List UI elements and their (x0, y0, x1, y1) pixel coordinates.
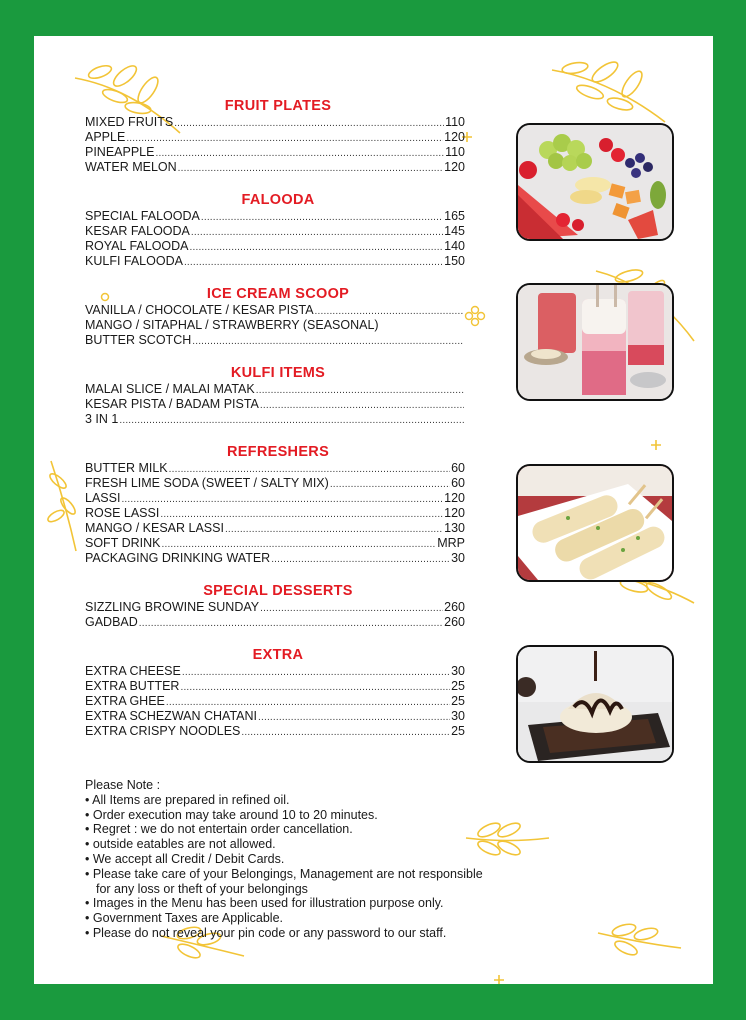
flower-icon (464, 305, 486, 327)
item-price: 120 (444, 506, 465, 520)
dot-leader (260, 601, 443, 616)
item-name: MANGO / KESAR LASSI (85, 521, 224, 535)
menu-item (85, 600, 465, 615)
item-price: 120 (444, 130, 465, 144)
dot-leader (241, 725, 450, 740)
dot-leader (178, 161, 443, 176)
menu-item (85, 664, 465, 679)
dot-leader (256, 383, 464, 398)
menu-item (85, 333, 465, 348)
dot-leader (192, 334, 464, 349)
dot-leader (155, 146, 444, 161)
item-name: ROYAL FALOODA (85, 239, 189, 253)
dot-leader (161, 537, 436, 552)
dot-leader (126, 131, 443, 146)
item-name: SOFT DRINK (85, 536, 161, 550)
dot-leader (315, 304, 464, 319)
menu-item (85, 724, 465, 739)
notes-heading: Please Note : (85, 778, 161, 792)
item-price: 60 (451, 461, 465, 475)
item-name: ROSE LASSI (85, 506, 160, 520)
dot-leader (258, 710, 450, 725)
menu-item (85, 382, 465, 397)
item-price: 30 (451, 664, 465, 678)
section-title: EXTRA (252, 647, 304, 663)
item-name: PACKAGING DRINKING WATER (85, 551, 271, 565)
note-line: • Please do not reveal your pin code or any password to our staff. (85, 925, 447, 940)
item-name: EXTRA GHEE (85, 694, 165, 708)
menu-section (85, 444, 465, 566)
item-price: 260 (444, 615, 465, 629)
item-name: APPLE (85, 130, 126, 144)
menu-item (85, 476, 465, 491)
section-title: KULFI ITEMS (230, 365, 326, 381)
item-name: WATER MELON (85, 160, 177, 174)
item-price: 260 (444, 600, 465, 614)
menu-section (85, 647, 465, 739)
item-price: 120 (444, 160, 465, 174)
section-title: ICE CREAM SCOOP (206, 286, 350, 302)
item-price: 120 (444, 491, 465, 505)
dot-leader (119, 413, 464, 428)
item-name: EXTRA SCHEZWAN CHATANI (85, 709, 258, 723)
dot-leader (139, 616, 443, 631)
menu-page (34, 36, 713, 984)
section-title: REFRESHERS (226, 444, 330, 460)
item-price: 25 (451, 679, 465, 693)
dot-leader (260, 398, 464, 413)
note-line: • Order execution may take around 10 to 20 minutes. (85, 807, 378, 822)
note-line: • All Items are prepared in refined oil. (85, 792, 290, 807)
dot-leader (166, 695, 450, 710)
section-title: FALOODA (241, 192, 315, 208)
menu-item (85, 679, 465, 694)
section-title: SPECIAL DESSERTS (203, 583, 353, 599)
sparkle-plus-icon (493, 974, 505, 984)
note-line: • Government Taxes are Applicable. (85, 911, 284, 926)
menu-item (85, 694, 465, 709)
menu-item (85, 461, 465, 476)
item-price: 30 (451, 551, 465, 565)
sizzling-brownie-photo (516, 645, 674, 763)
item-price: 60 (451, 476, 465, 490)
menu-item (85, 397, 465, 412)
item-name: MIXED FRUITS (85, 115, 174, 129)
menu-item (85, 115, 465, 130)
dot-leader (180, 680, 450, 695)
leaf-decoration-icon (46, 456, 86, 556)
fruit-plate-photo (516, 123, 674, 241)
item-name: PINEAPPLE (85, 145, 155, 159)
menu-item (85, 412, 465, 427)
note-line: • Images in the Menu has been used for illustration purpose only. (85, 896, 444, 911)
item-price: 110 (445, 145, 465, 159)
item-price: 150 (444, 254, 465, 268)
item-name: SPECIAL FALOODA (85, 209, 200, 223)
menu-item (85, 254, 465, 269)
menu-item (85, 536, 465, 551)
item-name: EXTRA CHEESE (85, 664, 181, 678)
leaf-decoration-icon (550, 60, 670, 130)
menu-section (85, 192, 465, 269)
dot-leader (190, 240, 444, 255)
dot-leader (184, 255, 443, 270)
item-name: EXTRA BUTTER (85, 679, 180, 693)
item-price: 30 (451, 709, 465, 723)
dot-leader (225, 522, 443, 537)
leaf-decoration-icon (596, 918, 686, 968)
item-price: MRP (437, 536, 465, 550)
menu-list (85, 98, 465, 756)
item-price: 25 (451, 724, 465, 738)
menu-section (85, 583, 465, 630)
item-price: 140 (444, 239, 465, 253)
dot-leader (174, 116, 444, 131)
item-name: KULFI FALOODA (85, 254, 183, 268)
menu-item (85, 615, 465, 630)
item-price: 165 (444, 209, 465, 223)
menu-item (85, 224, 465, 239)
menu-item (85, 209, 465, 224)
section-title: FRUIT PLATES (224, 98, 332, 114)
dot-leader (330, 477, 450, 492)
menu-item (85, 551, 465, 566)
note-line: • We accept all Credit / Debit Cards. (85, 851, 285, 866)
menu-item (85, 130, 465, 145)
dot-leader (191, 225, 443, 240)
item-name: EXTRA CRISPY NOODLES (85, 724, 241, 738)
please-note-block (85, 778, 525, 941)
menu-section (85, 98, 465, 175)
menu-item (85, 491, 465, 506)
note-line: • Regret : we do not entertain order cancellation. (85, 822, 353, 837)
item-name: SIZZLING BROWINE SUNDAY (85, 600, 260, 614)
item-name: KESAR PISTA / BADAM PISTA (85, 397, 259, 411)
item-name: BUTTER MILK (85, 461, 168, 475)
menu-item (85, 709, 465, 724)
note-line: • Please take care of your Belongings, Management are not responsible (85, 866, 483, 881)
dot-leader (271, 552, 450, 567)
note-line: for any loss or theft of your belongings (96, 881, 308, 896)
menu-item (85, 303, 465, 318)
item-price: 145 (444, 224, 465, 238)
menu-item (85, 160, 465, 175)
note-line: • outside eatables are not allowed. (85, 837, 276, 852)
item-name: FRESH LIME SODA (SWEET / SALTY MIX) (85, 476, 329, 490)
item-price: 25 (451, 694, 465, 708)
item-price: 130 (444, 521, 465, 535)
menu-item (85, 145, 465, 160)
dot-leader (169, 462, 450, 477)
item-name: KESAR FALOODA (85, 224, 190, 238)
menu-item (85, 521, 465, 536)
menu-item (85, 318, 465, 333)
sparkle-plus-icon (650, 439, 662, 451)
dot-leader (121, 492, 443, 507)
item-name: MALAI SLICE / MALAI MATAK (85, 382, 255, 396)
item-name: LASSI (85, 491, 121, 505)
menu-section (85, 286, 465, 348)
item-name: GADBAD (85, 615, 138, 629)
menu-item (85, 506, 465, 521)
dot-leader (182, 665, 450, 680)
dot-leader (160, 507, 443, 522)
item-name: 3 IN 1 (85, 412, 119, 426)
dot-leader (201, 210, 443, 225)
falooda-glass-photo (516, 283, 674, 401)
menu-item (85, 239, 465, 254)
item-name: BUTTER SCOTCH (85, 333, 192, 347)
item-name: VANILLA / CHOCOLATE / KESAR PISTA (85, 303, 314, 317)
menu-section (85, 365, 465, 427)
item-price: 110 (445, 115, 465, 129)
item-name: MANGO / SITAPHAL / STRAWBERRY (SEASONAL) (85, 318, 379, 332)
kulfi-sticks-photo (516, 464, 674, 582)
